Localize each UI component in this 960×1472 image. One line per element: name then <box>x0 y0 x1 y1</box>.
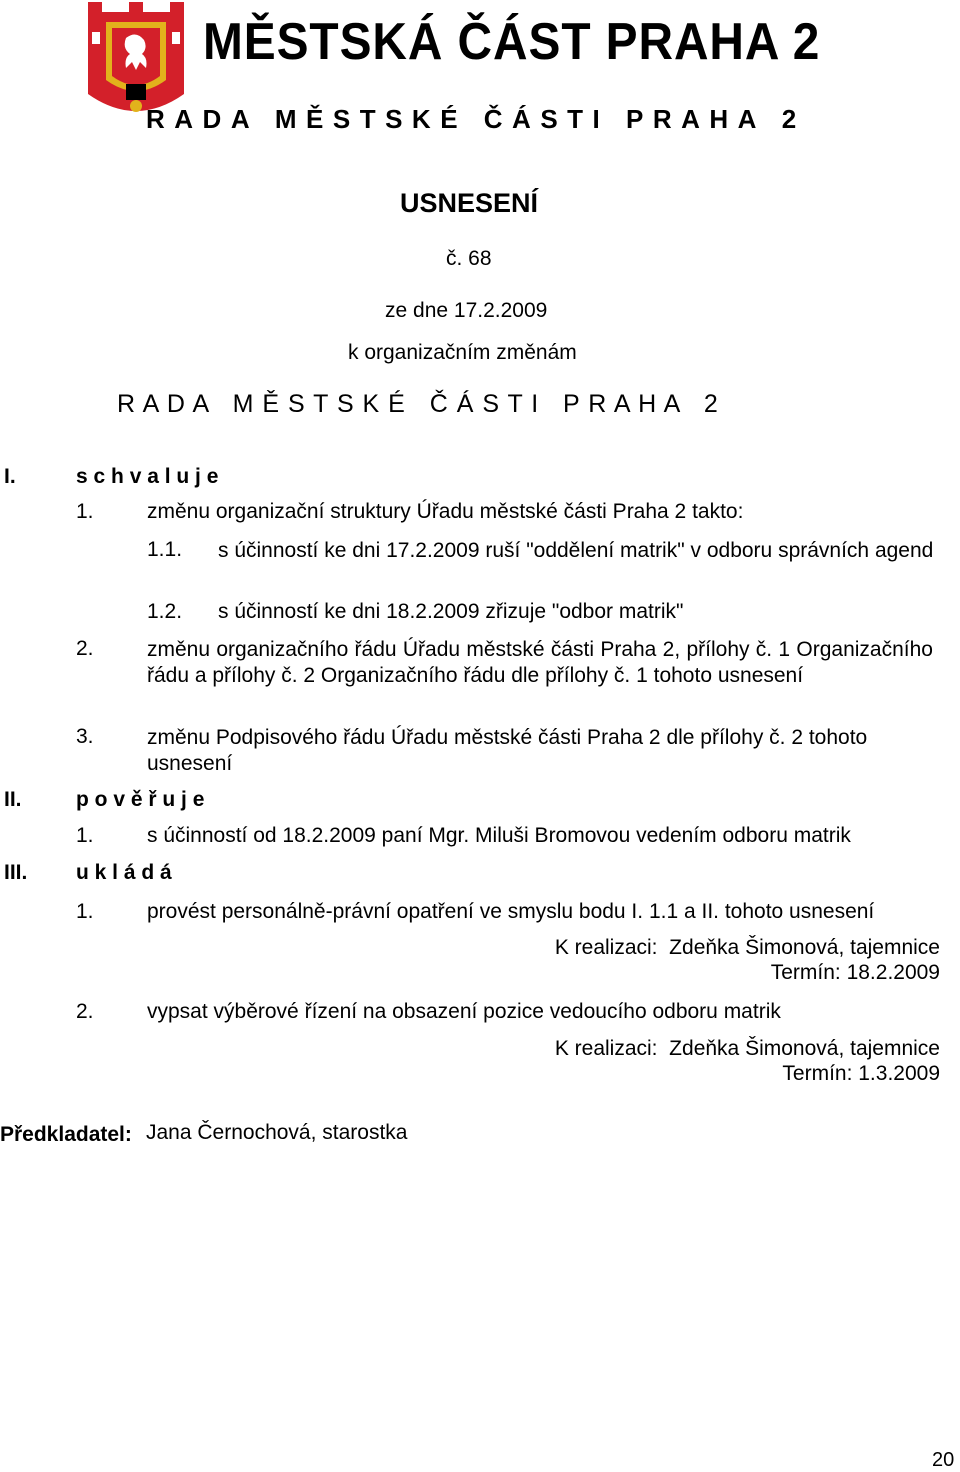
section-3-item-1-text: provést personálně-právní opatření ve smyslu bodu I. 1.1 a II. tohoto usnesení <box>147 900 875 923</box>
section-2-item-1-text: s účinností od 18.2.2009 paní Mgr. Miluši Bromovou vedením odboru matrik <box>147 824 851 847</box>
document-heading: USNESENÍ <box>400 188 539 218</box>
section-1-item-2-number: 2. <box>76 637 94 660</box>
resolution-date: ze dne 17.2.2009 <box>385 299 548 322</box>
proposer-label: Předkladatel: <box>0 1123 132 1146</box>
section-2-roman: II. <box>4 788 22 811</box>
section-3-roman: III. <box>4 861 28 884</box>
section-3-verb: u k l á d á <box>76 861 172 884</box>
page-number: 20 <box>932 1449 955 1471</box>
section-1-sub-1-1-text: s účinností ke dni 17.2.2009 ruší "oddělení matrik" v odboru správních agend <box>218 539 934 562</box>
praha-2-crest-logo <box>86 2 186 120</box>
section-3-item-1-responsible: K realizaci: Zdeňka Šimonová, tajemnice <box>554 936 940 959</box>
section-2-item-1-number: 1. <box>76 824 94 847</box>
section-3-item-2-deadline: Termín: 1.3.2009 <box>782 1062 940 1085</box>
proposer-name: Jana Černochová, starostka <box>146 1121 408 1144</box>
section-3-item-2-responsible: K realizaci: Zdeňka Šimonová, tajemnice <box>554 1037 940 1060</box>
section-1-sub-1-2-number: 1.2. <box>147 600 183 623</box>
section-2-verb: p o v ě ř u j e <box>76 788 205 811</box>
section-1-item-3-number: 3. <box>76 725 94 748</box>
section-1-item-3-text: změnu Podpisového řádu Úřadu městské části Praha 2 dle přílohy č. 2 tohoto usnesení <box>147 726 868 775</box>
council-name: R A D A M Ě S T S K É Č Á S T I P R A H A 2 <box>117 390 719 418</box>
section-1-item-1-number: 1. <box>76 500 94 523</box>
section-3-item-2-number: 2. <box>76 1000 94 1023</box>
header-subtitle: RADA MĚSTSKÉ ČÁSTI PRAHA 2 <box>146 104 806 134</box>
section-1-roman: I. <box>4 465 16 488</box>
section-1-verb: s c h v a l u j e <box>76 465 219 488</box>
section-3-item-1-deadline: Termín: 18.2.2009 <box>770 961 940 984</box>
section-1-item-2-text: změnu organizačního řádu Úřadu městské části Praha 2, přílohy č. 1 Organizačního řádu a přílohy č. 2 Organizačního řádu dle přílohy č. 1 tohoto usnesení <box>147 638 933 687</box>
section-1-sub-1-1-number: 1.1. <box>147 538 183 561</box>
section-1-sub-1-2-text: s účinností ke dni 18.2.2009 zřizuje "odbor matrik" <box>218 600 684 623</box>
resolution-number: č. 68 <box>446 247 492 270</box>
section-3-item-1-number: 1. <box>76 900 94 923</box>
header-title: MĚSTSKÁ ČÁST PRAHA 2 <box>203 13 821 71</box>
section-3-item-2-text: vypsat výběrové řízení na obsazení pozice vedoucího odboru matrik <box>147 1000 781 1023</box>
section-1-item-1-text: změnu organizační struktury Úřadu městské části Praha 2 takto: <box>147 500 744 523</box>
resolution-topic: k organizačním změnám <box>348 341 577 364</box>
